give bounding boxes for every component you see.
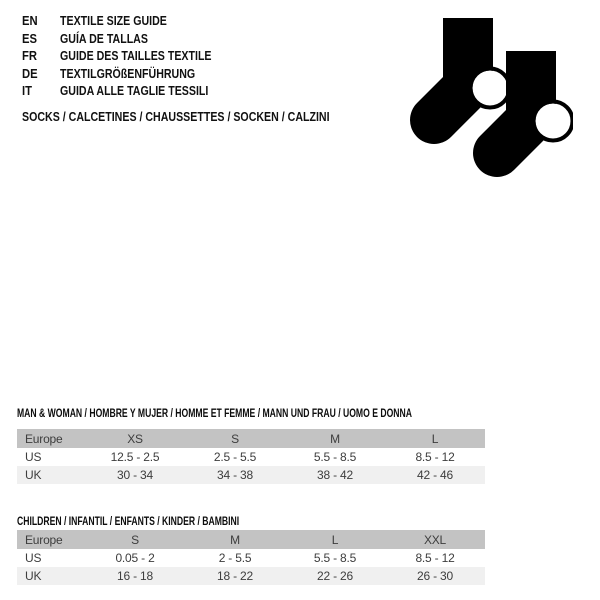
region-cell: US [25,450,42,464]
language-row-de [22,66,238,84]
sock-left [434,18,510,120]
header-cell-region: Europe [25,532,63,547]
size-value-cell: 8.5 - 12 [415,450,455,464]
table-row-us [17,448,485,466]
table-header-row [17,429,485,448]
man-woman-size-table [17,429,485,484]
header-cell-size: XS [127,431,143,446]
header-cell-size: M [230,532,240,547]
language-label: GUIDE DES TAILLES TEXTILE [60,49,212,63]
language-code: EN [22,14,38,28]
size-value-cell: 42 - 46 [417,468,453,482]
size-value-cell: 0.05 - 2 [115,551,155,565]
size-value-cell: 38 - 42 [317,468,353,482]
header-cell-size: S [231,431,239,446]
size-value-cell: 26 - 30 [417,569,453,583]
table-row-uk [17,466,485,484]
language-label: TEXTILGRÖßENFÜHRUNG [60,66,196,81]
language-row-it [22,83,238,101]
size-value-cell: 16 - 18 [117,569,153,583]
size-value-cell: 30 - 34 [117,468,153,482]
language-row-es [22,31,238,49]
language-code: IT [22,84,32,98]
size-value-cell: 2 - 5.5 [218,551,252,565]
sock-right [497,51,573,153]
size-value-cell: 22 - 26 [317,569,353,583]
size-value-cell: 5.5 - 8.5 [313,450,357,464]
language-code: FR [22,49,38,63]
language-code: DE [22,66,38,81]
region-cell: US [25,551,42,565]
size-value-cell: 8.5 - 12 [415,551,455,565]
header-cell-size: L [431,431,439,446]
header-cell-size: XXL [423,532,447,547]
header-cell-size: S [131,532,139,547]
size-value-cell: 12.5 - 2.5 [110,450,160,464]
children-table-title: CHILDREN / INFANTIL / ENFANTS / KINDER / BAMBINI [17,516,240,528]
table-row-us [17,549,485,567]
size-value-cell: 34 - 38 [217,468,253,482]
language-row-en [22,13,238,31]
language-code: ES [22,31,38,46]
category-line: SOCKS / CALCETINES / CHAUSSETTES / SOCKEN / CALZINI [22,110,330,124]
header-cell-size: L [331,532,339,547]
header-cell-region: Europe [25,431,63,446]
size-value-cell: 2.5 - 5.5 [213,450,257,464]
table-header-row [17,530,485,549]
language-label: TEXTILE SIZE GUIDE [60,14,167,28]
language-row-fr [22,48,238,66]
language-label: GUIDA ALLE TAGLIE TESSILI [60,84,209,98]
header-cell-size: M [330,431,340,446]
socks-icon [403,10,573,196]
man-woman-table-title: MAN & WOMAN / HOMBRE Y MUJER / HOMME ET FEMME / MANN UND FRAU / UOMO E DONNA [17,408,412,420]
table-row-uk [17,567,485,585]
region-cell: UK [25,468,42,482]
language-list [22,13,238,101]
region-cell: UK [25,569,42,583]
children-size-table [17,530,485,585]
size-value-cell: 18 - 22 [217,569,253,583]
size-value-cell: 5.5 - 8.5 [313,551,357,565]
language-label: GUÍA DE TALLAS [60,31,148,46]
